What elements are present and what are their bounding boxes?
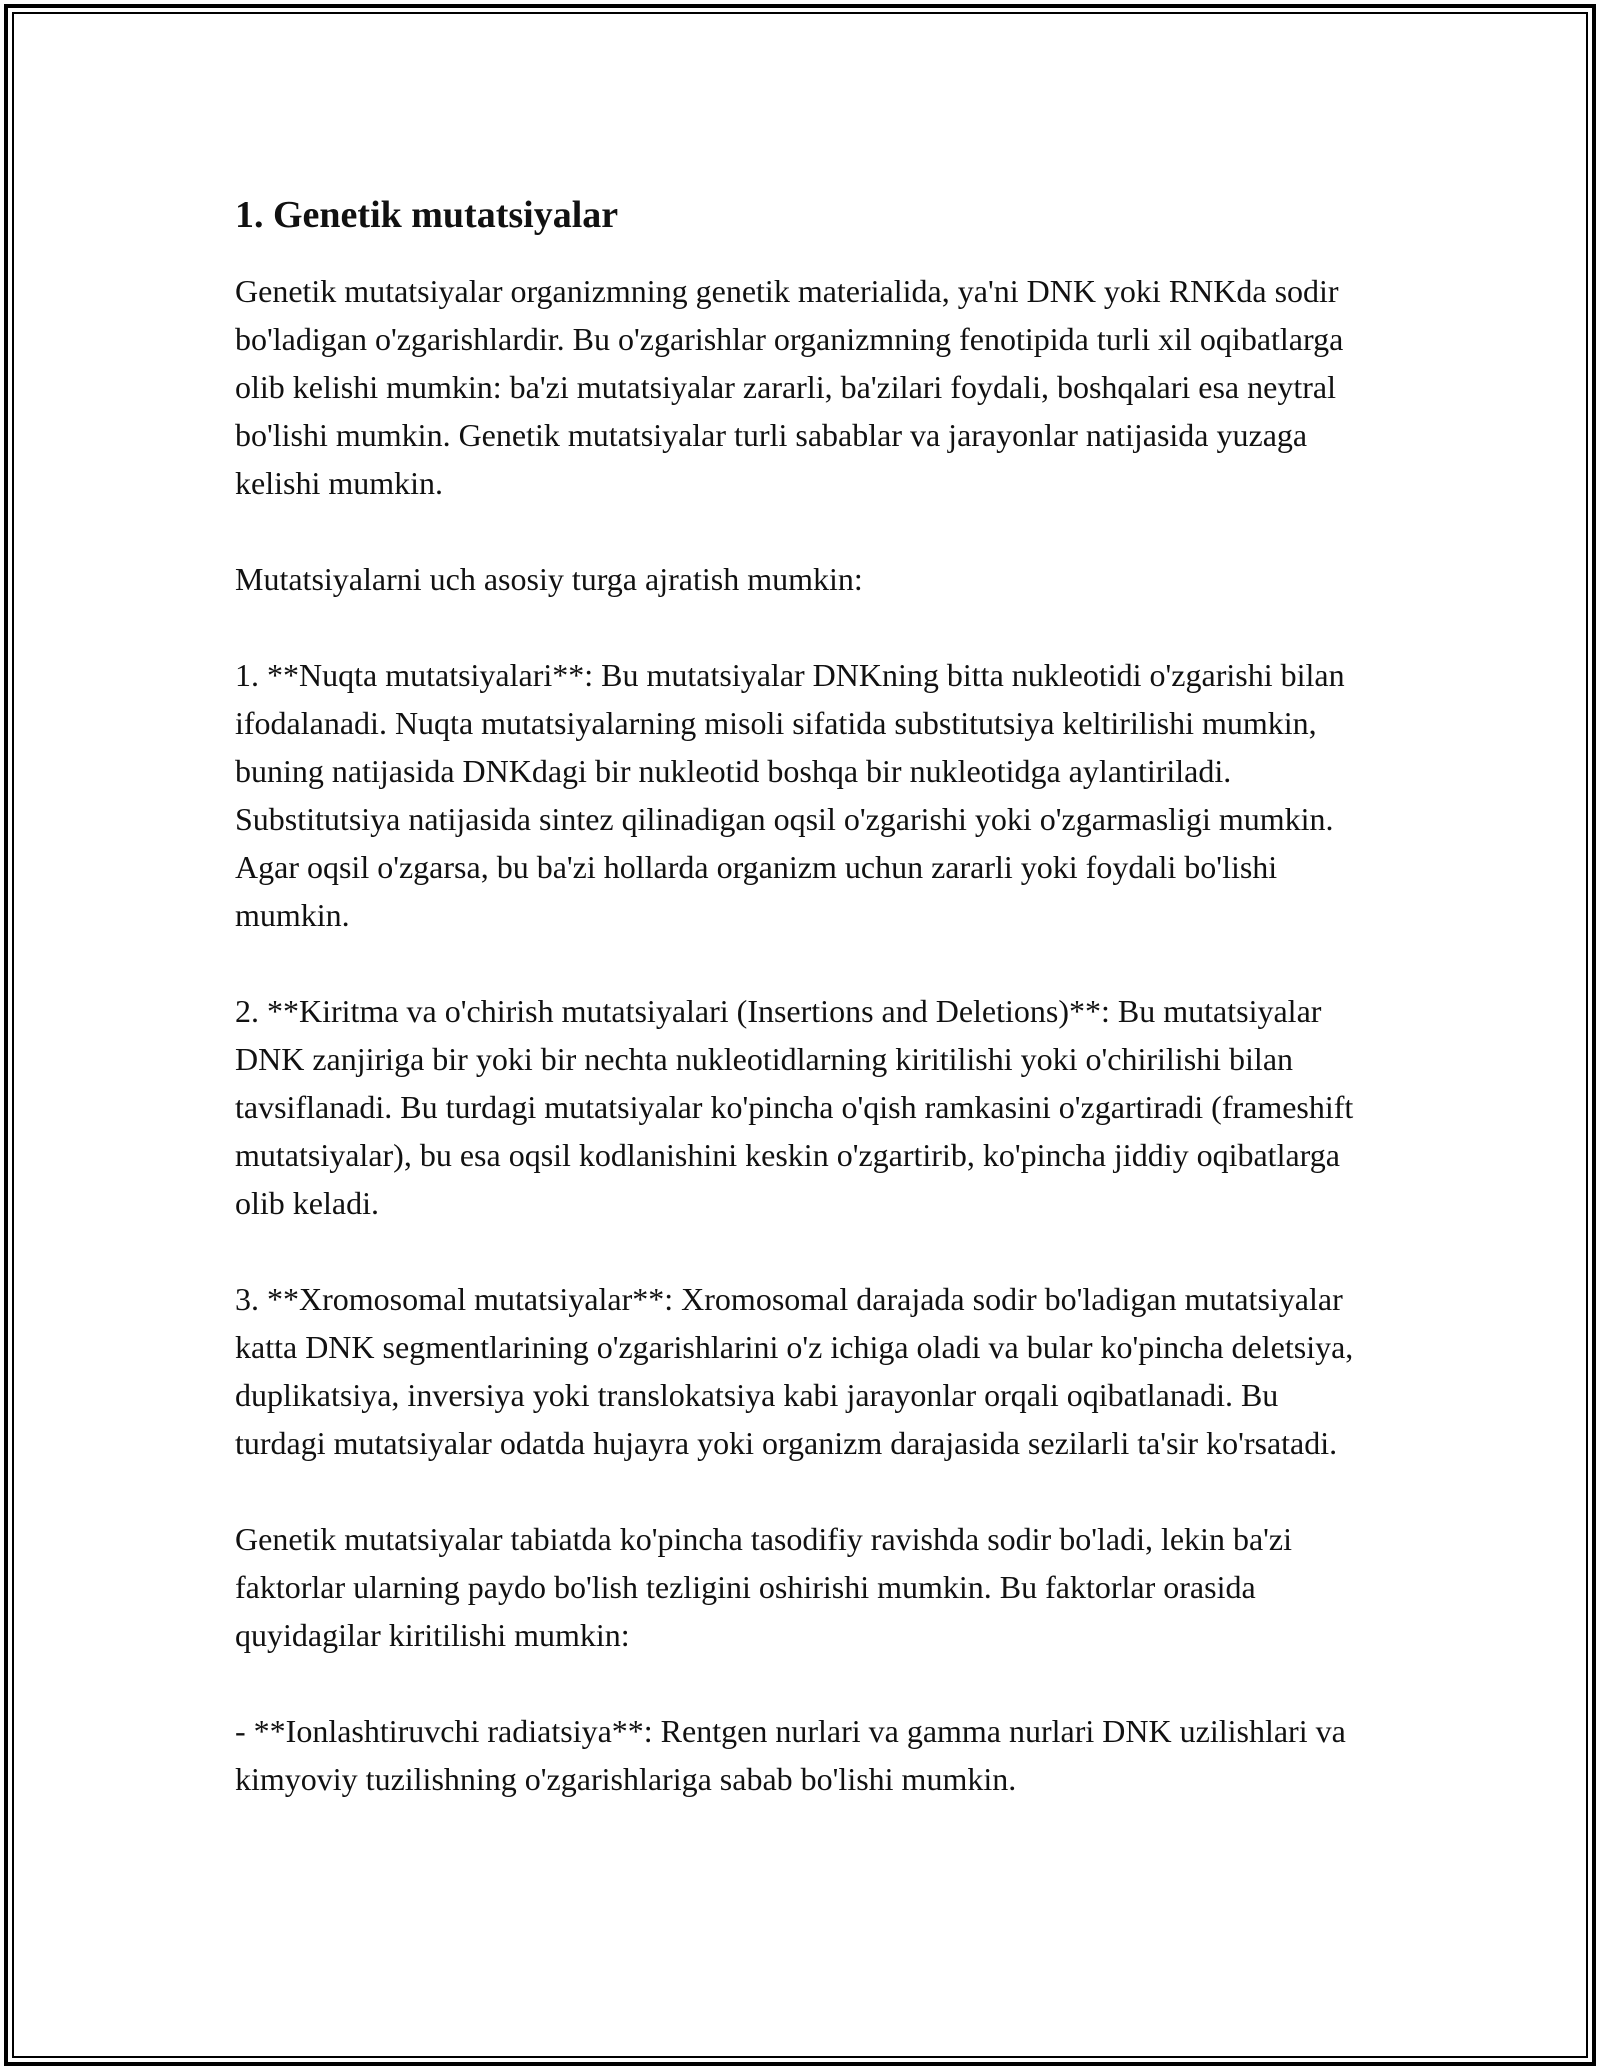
section-heading: 1. Genetik mutatsiyalar bbox=[235, 194, 619, 236]
document-body bbox=[235, 185, 1365, 1803]
radiation-list-item: - **Ionlashtiruvchi radiatsiya**: Rentgen nurlari va gamma nurlari DNK uzilishlari va kimyoviy tuzilishning o'zgarishlariga sabab bo'lishi mumkin. bbox=[235, 1713, 1346, 1797]
chromosomal-mutations-paragraph: 3. **Xromosomal mutatsiyalar**: Xromosomal darajada sodir bo'ladigan mutatsiyalar katta DNK segmentlarining o'zgarishlarini o'z ichiga oladi va bular ko'pincha deletsiya, duplikatsiya, inversiya yoki translokatsiya kabi jarayonlar orqali oqibatlanadi. Bu turdagi mutatsiyalar odatda hujayra yoki organizm darajasida sezilarli ta'sir ko'rsatadi. bbox=[235, 1281, 1354, 1461]
intro-paragraph: Genetik mutatsiyalar organizmning genetik materialida, ya'ni DNK yoki RNKda sodir bo'ladigan o'zgarishlardir. Bu o'zgarishlar organizmning fenotipida turli xil oqibatlarga olib kelishi mumkin: ba'zi mutatsiyalar zararli, ba'zilari foydali, boshqalari esa neytral bo'lishi mumkin. Genetik mutatsiyalar turli sabablar va jarayonlar natijasida yuzaga kelishi mumkin. bbox=[235, 273, 1344, 501]
factors-intro-paragraph: Genetik mutatsiyalar tabiatda ko'pincha tasodifiy ravishda sodir bo'ladi, lekin ba'zi faktorlar ularning paydo bo'lish tezligini oshirishi mumkin. Bu faktorlar orasida quyidagilar kiritilishi mumkin: bbox=[235, 1521, 1292, 1653]
insertions-deletions-paragraph: 2. **Kiritma va o'chirish mutatsiyalari (Insertions and Deletions)**: Bu mutatsiyalar DNK zanjiriga bir yoki bir nechta nukleotidlarning kiritilishi yoki o'chirilishi bilan tavsiflanadi. Bu turdagi mutatsiyalar ko'pincha o'qish ramkasini o'zgartiradi (frameshift mutatsiyalar), bu esa oqsil kodlanishini keskin o'zgartirib, ko'pincha jiddiy oqibatlarga olib keladi. bbox=[235, 993, 1354, 1221]
point-mutations-paragraph: 1. **Nuqta mutatsiyalari**: Bu mutatsiyalar DNKning bitta nukleotidi o'zgarishi bilan ifodalanadi. Nuqta mutatsiyalarning misoli sifatida substitutsiya keltirilishi mumkin, buning natijasida DNKdagi bir nukleotid boshqa bir nukleotidga aylantiriladi. Substitutsiya natijasida sintez qilinadigan oqsil o'zgarishi yoki o'zgarmasligi mumkin. Agar oqsil o'zgarsa, bu ba'zi hollarda organizm uchun zararli yoki foydali bo'lishi mumkin. bbox=[235, 657, 1345, 933]
types-intro-paragraph: Mutatsiyalarni uch asosiy turga ajratish mumkin: bbox=[235, 561, 863, 597]
